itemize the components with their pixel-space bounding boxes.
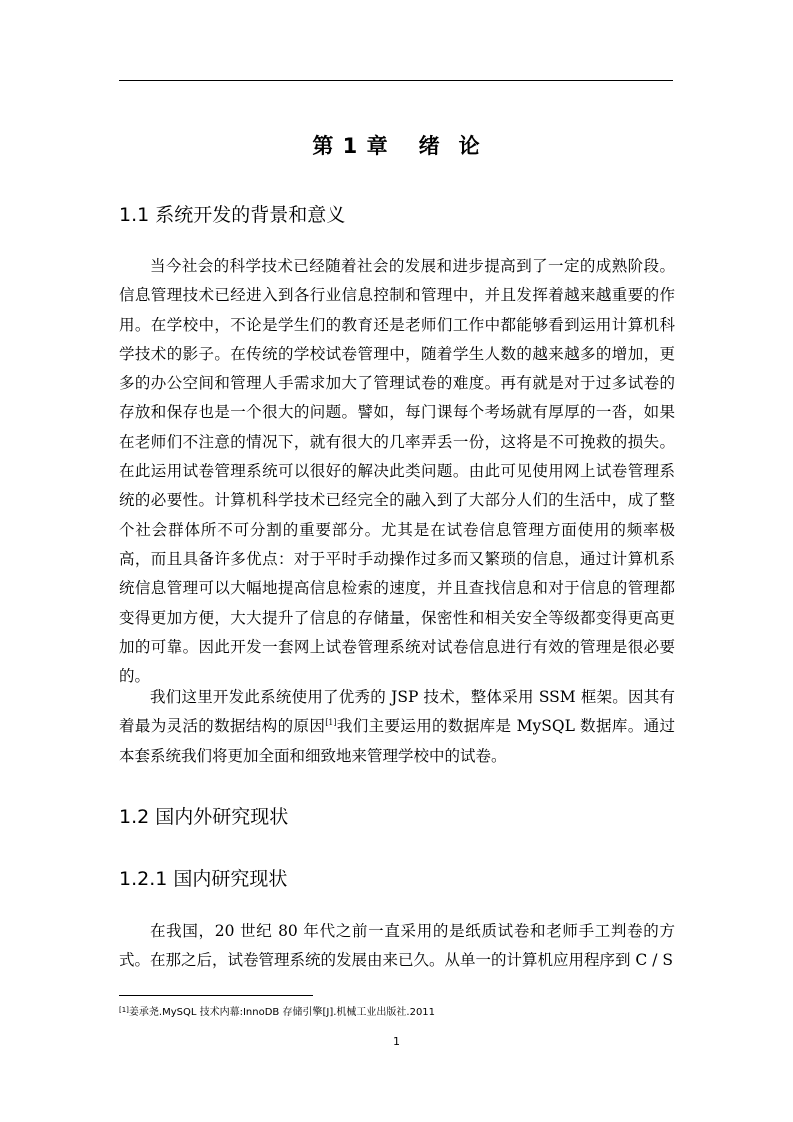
section-heading-1-2: 1.2 国内外研究现状 [119,806,289,828]
paragraph-technology-text-1: 我们这里开发此系统使用了优秀的 JSP 技术，整体采用 SSM 框架。因其有着最为灵活的数据结构的原因 [119,688,675,736]
page-number: 1 [393,1035,400,1048]
paragraph-domestic-research: 在我国，20 世纪 80 年代之前一直采用的是纸质试卷和老师手工判卷的方式。在那之后，试卷管理系统的发展由来已久。从单一的计算机应用程序到 C / S [119,922,675,970]
section-heading-1-2-1: 1.2.1 国内研究现状 [119,868,288,890]
footnote-reference: [1] [325,718,337,728]
header-rule [119,80,673,81]
section-heading-1-1: 1.1 系统开发的背景和意义 [119,204,346,226]
chapter-number: 第 1 章 [312,134,389,158]
footnote-marker: [1] [119,1006,129,1014]
footnote [119,1003,435,1020]
chapter-title [0,130,793,160]
chapter-title-char-1: 绪 [418,134,441,158]
paragraph-background: 当今社会的科学技术已经随着社会的发展和进步提高到了一定的成熟阶段。信息管理技术已经进入到各行业信息控制和管理中，并且发挥着越来越重要的作用。在学校中，不论是学生们的教育还是老师们工作中都能够看到运用计算机科学技术的影子。在传统的学校试卷管理中，随着学生人数的越来越多的增加，更多的办公空间和管理人手需求加大了管理试卷的难度。再有就是对于过多试卷的存放和保存也是一个很大的问题。譬如，每门课每个考场就有厚厚的一沓，如果在老师们不注意的情况下，就有很大的几率弄丢一份，这将是不可挽救的损失。在此运用试卷管理系统可以很好的解决此类问题。由此可见使用网上试卷管理系统的必要性。计算机科学技术已经完全的融入到了大部分人们的生活中，成了整个社会群体所不可分割的重要部分。尤其是在试卷信息管理方面使用的频率极高，而且具备许多优点：对于平时手动操作过多而又繁琐的信息，通过计算机系统信息管理可以大幅地提高信息检索的速度，并且查找信息和对于信息的管理都变得更加方便，大大提升了信息的存储量，保密性和相关安全等级都变得更高更加的可靠。因此开发一套网上试卷管理系统对试卷信息进行有效的管理是很必要的。 [119,257,675,686]
footnote-text: 姜承尧.MySQL 技术内幕:InnoDB 存储引擎[J].机械工业出版社.2011 [128,1007,436,1018]
paragraph-technology [119,683,675,771]
footnote-rule [119,995,313,996]
chapter-title-char-2: 论 [458,134,481,158]
paragraph-technology-text-2: 我们主要运用的数据库是 MySQL 数据库。通过本套系统我们将更加全面和细致地来管理学校中的试卷。 [119,717,675,765]
